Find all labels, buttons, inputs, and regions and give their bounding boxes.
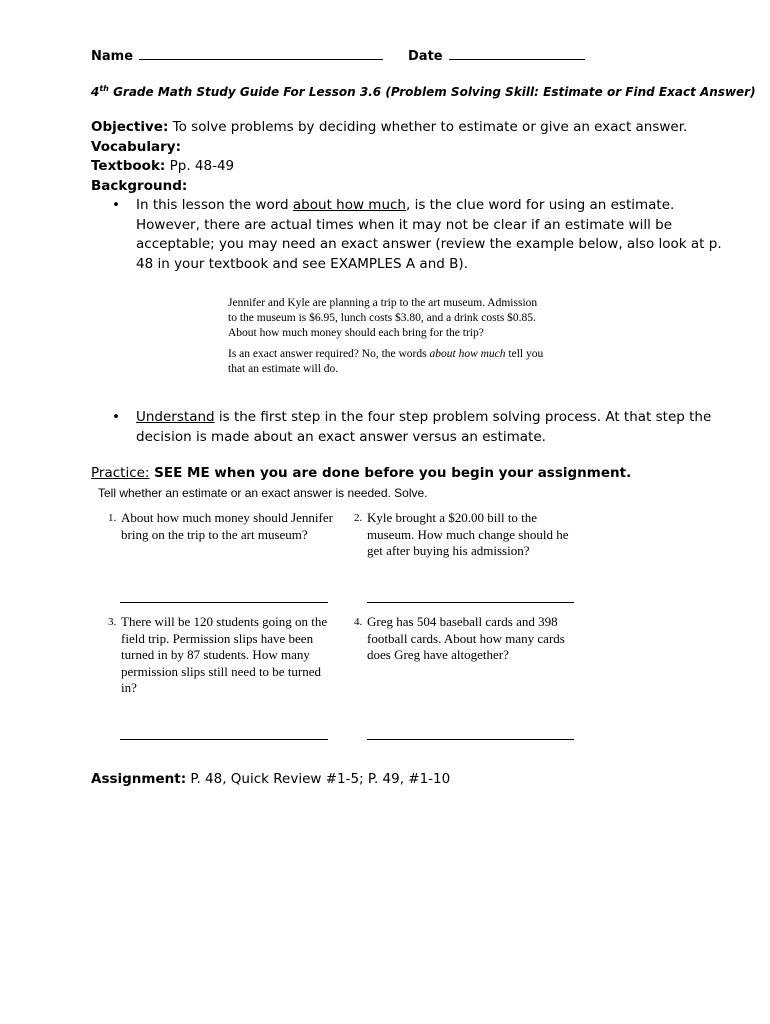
bullet2-post: is the first step in the four step problem solving process. At that step the decision is made about an exact answer versus an estimate. bbox=[136, 409, 712, 445]
problem-3 bbox=[108, 614, 333, 697]
assignment-label: Assignment: bbox=[91, 771, 187, 787]
assignment-text: P. 48, Quick Review #1-5; P. 49, #1-10 bbox=[186, 771, 451, 787]
date-field bbox=[408, 47, 585, 64]
practice-heading bbox=[91, 465, 631, 481]
page-title bbox=[91, 84, 756, 99]
name-label: Name bbox=[91, 49, 134, 64]
title-grade: 4 bbox=[91, 85, 100, 99]
problem-number: 3. bbox=[108, 616, 117, 628]
answer-line-3[interactable] bbox=[120, 739, 328, 740]
practice-note: SEE ME when you are done before you begin your assignment. bbox=[149, 465, 632, 481]
practice-instruction: Tell whether an estimate or an exact answer is needed. Solve. bbox=[98, 486, 428, 500]
problem-1 bbox=[108, 510, 333, 543]
problem-number: 4. bbox=[354, 616, 363, 628]
problem-text: There will be 120 students going on the field trip. Permission slips have been turned in by 87 students. How many permission slips still need to be turned in? bbox=[121, 614, 328, 695]
answer-line-2[interactable] bbox=[367, 602, 574, 603]
name-field bbox=[91, 47, 383, 64]
date-label: Date bbox=[408, 49, 443, 64]
problem-text: Greg has 504 baseball cards and 398 football cards. About how many cards does Greg have altogether? bbox=[367, 614, 565, 662]
practice-label: Practice: bbox=[91, 465, 150, 481]
bullet1-underlined: about how much bbox=[292, 197, 406, 213]
textbook-text: Pp. 48-49 bbox=[165, 158, 235, 174]
objective-text: To solve problems by deciding whether to estimate or give an exact answer. bbox=[168, 119, 688, 135]
problem-text: About how much money should Jennifer bring on the trip to the art museum? bbox=[121, 510, 333, 542]
background-line bbox=[91, 177, 731, 197]
example-box bbox=[228, 296, 548, 383]
problem-number: 2. bbox=[354, 512, 363, 524]
textbook-line bbox=[91, 157, 731, 177]
problem-2 bbox=[354, 510, 579, 560]
problem-number: 1. bbox=[108, 512, 117, 524]
name-blank-line[interactable] bbox=[139, 47, 383, 60]
problem-4 bbox=[354, 614, 579, 664]
bullet1-post: , is the clue word for using an estimate. However, there are actual times when it may not be clear if an estimate will be acceptable; you may need an exact answer (review the example below, also look at p. 48 in your textbook and see EXAMPLES A and B). bbox=[136, 197, 722, 272]
objective-label: Objective: bbox=[91, 119, 169, 135]
background-bullet-2 bbox=[112, 408, 722, 447]
bullet-icon: • bbox=[112, 409, 120, 425]
vocabulary-label: Vocabulary: bbox=[91, 138, 181, 155]
background-bullet-1 bbox=[112, 196, 722, 274]
intro-section bbox=[91, 118, 731, 196]
assignment-line bbox=[91, 771, 450, 787]
bullet-icon: • bbox=[112, 197, 120, 213]
example-paragraph-2 bbox=[228, 347, 548, 377]
example-paragraph-1: Jennifer and Kyle are planning a trip to the art museum. Admission to the museum is $6.95, lunch costs $3.80, and a drink costs $0.85. About how much money should each bring for the trip? bbox=[228, 297, 538, 339]
answer-line-1[interactable] bbox=[120, 602, 328, 603]
textbook-label: Textbook: bbox=[91, 158, 166, 174]
vocabulary-line bbox=[91, 138, 731, 158]
objective-line bbox=[91, 118, 731, 138]
title-rest: Grade Math Study Guide For Lesson 3.6 (Problem Solving Skill: Estimate or Find Exact Answer) bbox=[108, 85, 756, 99]
background-label: Background: bbox=[91, 177, 188, 194]
example-p2-pre: Is an exact answer required? No, the words bbox=[228, 348, 430, 360]
problem-text: Kyle brought a $20.00 bill to the museum. How much change should he get after buying his admission? bbox=[367, 510, 569, 558]
title-grade-suffix: th bbox=[99, 84, 109, 93]
example-p2-italic: about how much bbox=[429, 348, 506, 360]
bullet2-underlined: Understand bbox=[136, 409, 215, 425]
date-blank-line[interactable] bbox=[449, 47, 585, 60]
answer-line-4[interactable] bbox=[367, 739, 574, 740]
bullet1-pre: In this lesson the word bbox=[136, 197, 293, 213]
example-p2-post: tell you that an estimate will do. bbox=[228, 348, 544, 375]
